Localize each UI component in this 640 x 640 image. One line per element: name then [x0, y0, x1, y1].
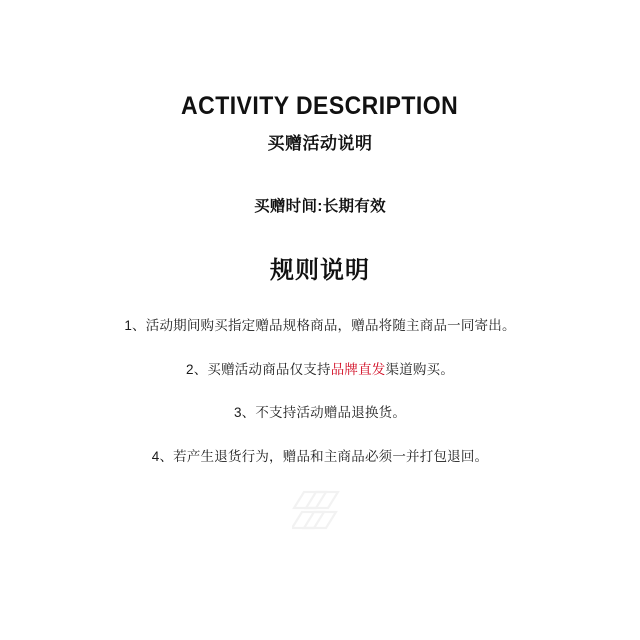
brand-watermark — [0, 488, 640, 534]
rule-text-before-1: 1、活动期间购买指定赠品规格商品，赠品将随主商品一同寄出。 — [124, 318, 516, 333]
activity-period: 买赠时间:长期有效 — [254, 198, 386, 215]
rule-text-before-2: 2、买赠活动商品仅支持 — [185, 361, 331, 377]
rule-text-before-4: 4、若产生退货行为，赠品和主商品必须一并打包退回。 — [151, 448, 489, 464]
page-title-chinese: 买赠活动说明 — [267, 134, 373, 153]
rule-item-2 — [186, 359, 454, 381]
rule-item-1 — [124, 315, 515, 337]
rule-item-4 — [152, 446, 489, 468]
rules-list — [0, 315, 640, 489]
rule-item-3 — [234, 402, 406, 424]
double-parallelogram-logo-icon — [292, 488, 348, 534]
rule-text-highlight-2: 品牌直发 — [330, 361, 386, 377]
rule-text-before-3: 3、不支持活动赠品退换货。 — [233, 405, 407, 421]
rules-heading: 规则说明 — [270, 257, 370, 284]
page-title-english: ACTIVITY DESCRIPTION — [181, 92, 459, 120]
rule-text-after-2: 渠道购买。 — [385, 361, 455, 377]
